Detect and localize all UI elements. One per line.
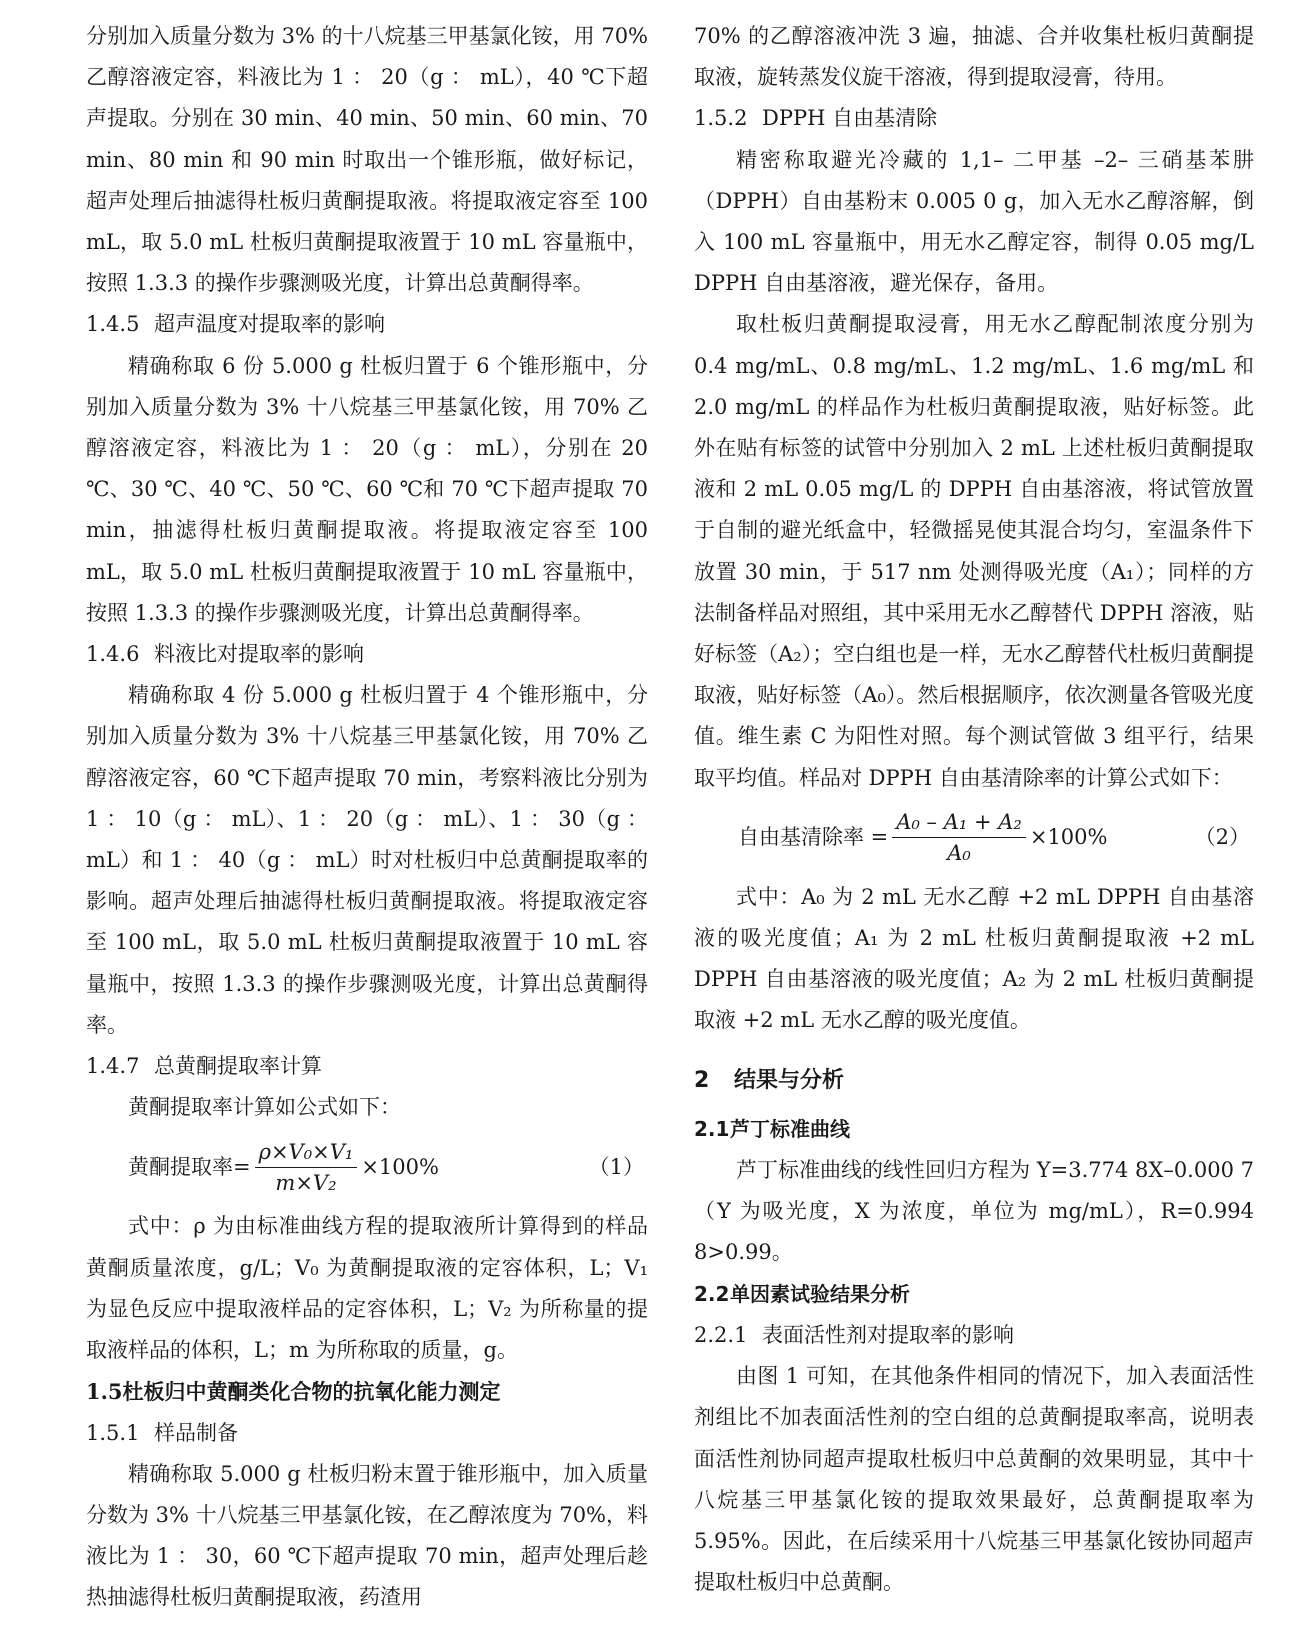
section-heading-2-2: [694, 1274, 1254, 1315]
left-column: [86, 16, 648, 1626]
section-heading-1-4-6: [86, 634, 648, 675]
formula-tail: ×100%: [1029, 825, 1108, 850]
section-heading-1-4-5: [86, 304, 648, 345]
paragraph: 精确称取 5.000 g 杜板归粉末置于锥形瓶中，加入质量分数为 3% 十八烷基三甲基氯化铵，在乙醇浓度为 70%，料液比为 1 ： 30，60 ℃下超声提取 70 min，超声处理后趁热抽滤得杜板归黄酮提取液，药渣用: [86, 1461, 649, 1610]
section-heading-1-5-2: [694, 98, 1254, 139]
formula-numerator: ρ×V₀×V₁: [255, 1137, 358, 1168]
paragraph: 精确称取 4 份 5.000 g 杜板归置于 4 个锥形瓶中，分别加入质量分数为 3% 十八烷基三甲基氯化铵，用 70% 乙醇溶液定容，60 ℃下超声提取 70 min，考察料液比分别为 1 ： 10（g ： mL）、1 ： 20（g ： mL）、1 ： 30（g ： mL）和 1 ： 40（g ： mL）时对杜板归中总黄酮提取率的影响。超声处理后抽滤得杜板归黄酮提取液。将提取液定容至 100 mL，取 5.0 mL 杜板归黄酮提取液置于 10 mL 容量瓶中，按照 1.3.3 的操作步骤测吸光度，计算出总黄酮得率。: [86, 683, 648, 1037]
section-title: 表面活性剂对提取率的影响: [762, 1322, 1014, 1347]
paragraph: 由图 1 可知，在其他条件相同的情况下，加入表面活性剂组比不加表面活性剂的空白组的总黄酮提取率高，说明表面活性剂协同超声提取杜板归中总黄酮的效果明显，其中十八烷基三甲基氯化铵的提取效果最好，总黄酮提取率为 5.95%。因此，在后续采用十八烷基三甲基氯化铵协同超声提取杜板归中总黄酮。: [694, 1364, 1254, 1595]
section-number: 1.5: [86, 1379, 123, 1405]
formula-denominator: A₀: [947, 841, 971, 866]
section-title: 料液比对提取率的影响: [154, 642, 364, 667]
section-number: 2.2.1: [694, 1322, 748, 1347]
formula-fraction: [892, 807, 1026, 868]
section-heading-2-2-1: [694, 1315, 1254, 1356]
section-number: 1.4.7: [86, 1054, 140, 1079]
formula-numerator: A₀ – A₁ + A₂: [892, 807, 1026, 838]
section-number: 1.4.6: [86, 642, 140, 667]
formula-fraction: [255, 1137, 358, 1198]
section-number: 2.1: [694, 1116, 730, 1141]
section-title: 杜板归中黄酮类化合物的抗氧化能力测定: [122, 1379, 501, 1405]
section-heading-1-5-1: [86, 1413, 648, 1454]
section-number: 1.4.5: [86, 312, 140, 337]
formula-denominator: m×V₂: [275, 1170, 337, 1195]
right-column: [694, 16, 1254, 1626]
formula-1: [86, 1132, 648, 1202]
section-heading-2: [694, 1060, 1254, 1101]
paragraph: 黄酮提取率计算如公式如下：: [128, 1095, 401, 1120]
formula-lhs: 黄酮提取率=: [128, 1154, 251, 1179]
section-title: 总黄酮提取率计算: [154, 1054, 322, 1079]
paragraph: 芦丁标准曲线的线性回归方程为 Y=3.774 8X–0.000 7（Y 为吸光度，X 为浓度，单位为 mg/mL），R=0.994 8>0.99。: [694, 1158, 1254, 1265]
formula-tail: ×100%: [361, 1154, 439, 1179]
paragraph: 精密称取避光冷藏的 1,1– 二甲基 –2– 三硝基苯肼（DPPH）自由基粉末 0.005 0 g，加入无水乙醇溶解，倒入 100 mL 容量瓶中，用无水乙醇定容，制得 0.05 mg/L DPPH 自由基溶液，避光保存，备用。: [694, 147, 1254, 296]
paragraph: 精确称取 6 份 5.000 g 杜板归置于 6 个锥形瓶中，分别加入质量分数为 3% 十八烷基三甲基氯化铵，用 70% 乙醇溶液定容，料液比为 1 ： 20（g ： mL），分别在 20 ℃、30 ℃、40 ℃、50 ℃、60 ℃和 70 ℃下超声提取 70 min，抽滤得杜板归黄酮提取液。将提取液定容至 100 mL，取 5.0 mL 杜板归黄酮提取液置于 10 mL 容量瓶中，按照 1.3.3 的操作步骤测吸光度，计算出总黄酮得率。: [86, 353, 648, 625]
section-title: DPPH 自由基清除: [762, 106, 938, 131]
paragraph: 取杜板归黄酮提取浸膏，用无水乙醇配制浓度分别为 0.4 mg/mL、0.8 mg/mL、1.2 mg/mL、1.6 mg/mL 和 2.0 mg/mL 的样品作为杜板归黄酮提取液，贴好标签。此外在贴有标签的试管中分别加入 2 mL 上述杜板归黄酮提取液和 2 mL 0.05 mg/L 的 DPPH 自由基溶液，将试管放置于自制的避光纸盒中，轻微摇晃使其混合均匀，室温条件下放置 30 min，于 517 nm 处测得吸光度（A₁）；同样的方法制备样品对照组，其中采用无水乙醇替代 DPPH 溶液，贴好标签（A₂）；空白组也是一样，无水乙醇替代杜板归黄酮提取液，贴好标签（A₀）。然后根据顺序，依次测量各管吸光度值。维生素 C 为阳性对照。每个测试管做 3 组平行，结果取平均值。样品对 DPPH 自由基清除率的计算公式如下：: [694, 312, 1254, 790]
formula-2: [694, 803, 1254, 873]
paragraph: 分别加入质量分数为 3% 的十八烷基三甲基氯化铵，用 70% 乙醇溶液定容，料液比为 1 ： 20（g ： mL），40 ℃下超声提取。分别在 30 min、40 min、50 min、60 min、70 min、80 min 和 90 min 时取出一个锥形瓶，做好标记，超声处理后抽滤得杜板归黄酮提取液。将提取液定容至 100 mL，取 5.0 mL 杜板归黄酮提取液置于 10 mL 容量瓶中，按照 1.3.3 的操作步骤测吸光度，计算出总黄酮得率。: [86, 24, 649, 296]
section-title: 芦丁标准曲线: [730, 1116, 850, 1141]
paragraph: 式中：ρ 为由标准曲线方程的提取液所计算得到的样品黄酮质量浓度，g/L；V₀ 为黄酮提取液的定容体积，L；V₁ 为显色反应中提取液样品的定容体积，L；V₂ 为所称量的提取液样品的体积，L；m 为所称取的质量，g。: [86, 1214, 648, 1363]
section-title: 结果与分析: [734, 1067, 845, 1093]
equation-number: （1）: [588, 1154, 644, 1179]
section-number: 1.5.2: [694, 106, 748, 131]
section-heading-1-5: [86, 1371, 648, 1412]
formula-lhs: 自由基清除率 =: [738, 825, 889, 850]
section-number: 1.5.1: [86, 1420, 140, 1445]
equation-number: （2）: [1194, 825, 1250, 850]
section-title: 超声温度对提取率的影响: [154, 312, 385, 337]
paragraph: 70% 的乙醇溶液冲洗 3 遍，抽滤、合并收集杜板归黄酮提取液，旋转蒸发仪旋干溶液，得到提取浸膏，待用。: [694, 24, 1254, 90]
section-heading-1-4-7: [86, 1046, 648, 1087]
section-title: 样品制备: [154, 1420, 238, 1445]
section-number: 2.2: [694, 1281, 730, 1306]
section-title: 单因素试验结果分析: [730, 1281, 910, 1306]
section-heading-2-1: [694, 1109, 1254, 1150]
paragraph: 式中：A₀ 为 2 mL 无水乙醇 +2 mL DPPH 自由基溶液的吸光度值；A₁ 为 2 mL 杜板归黄酮提取液 +2 mL DPPH 自由基溶液的吸光度值；A₂ 为 2 mL 杜板归黄酮提取液 +2 mL 无水乙醇的吸光度值。: [694, 884, 1254, 1033]
section-number: 2: [694, 1067, 710, 1093]
